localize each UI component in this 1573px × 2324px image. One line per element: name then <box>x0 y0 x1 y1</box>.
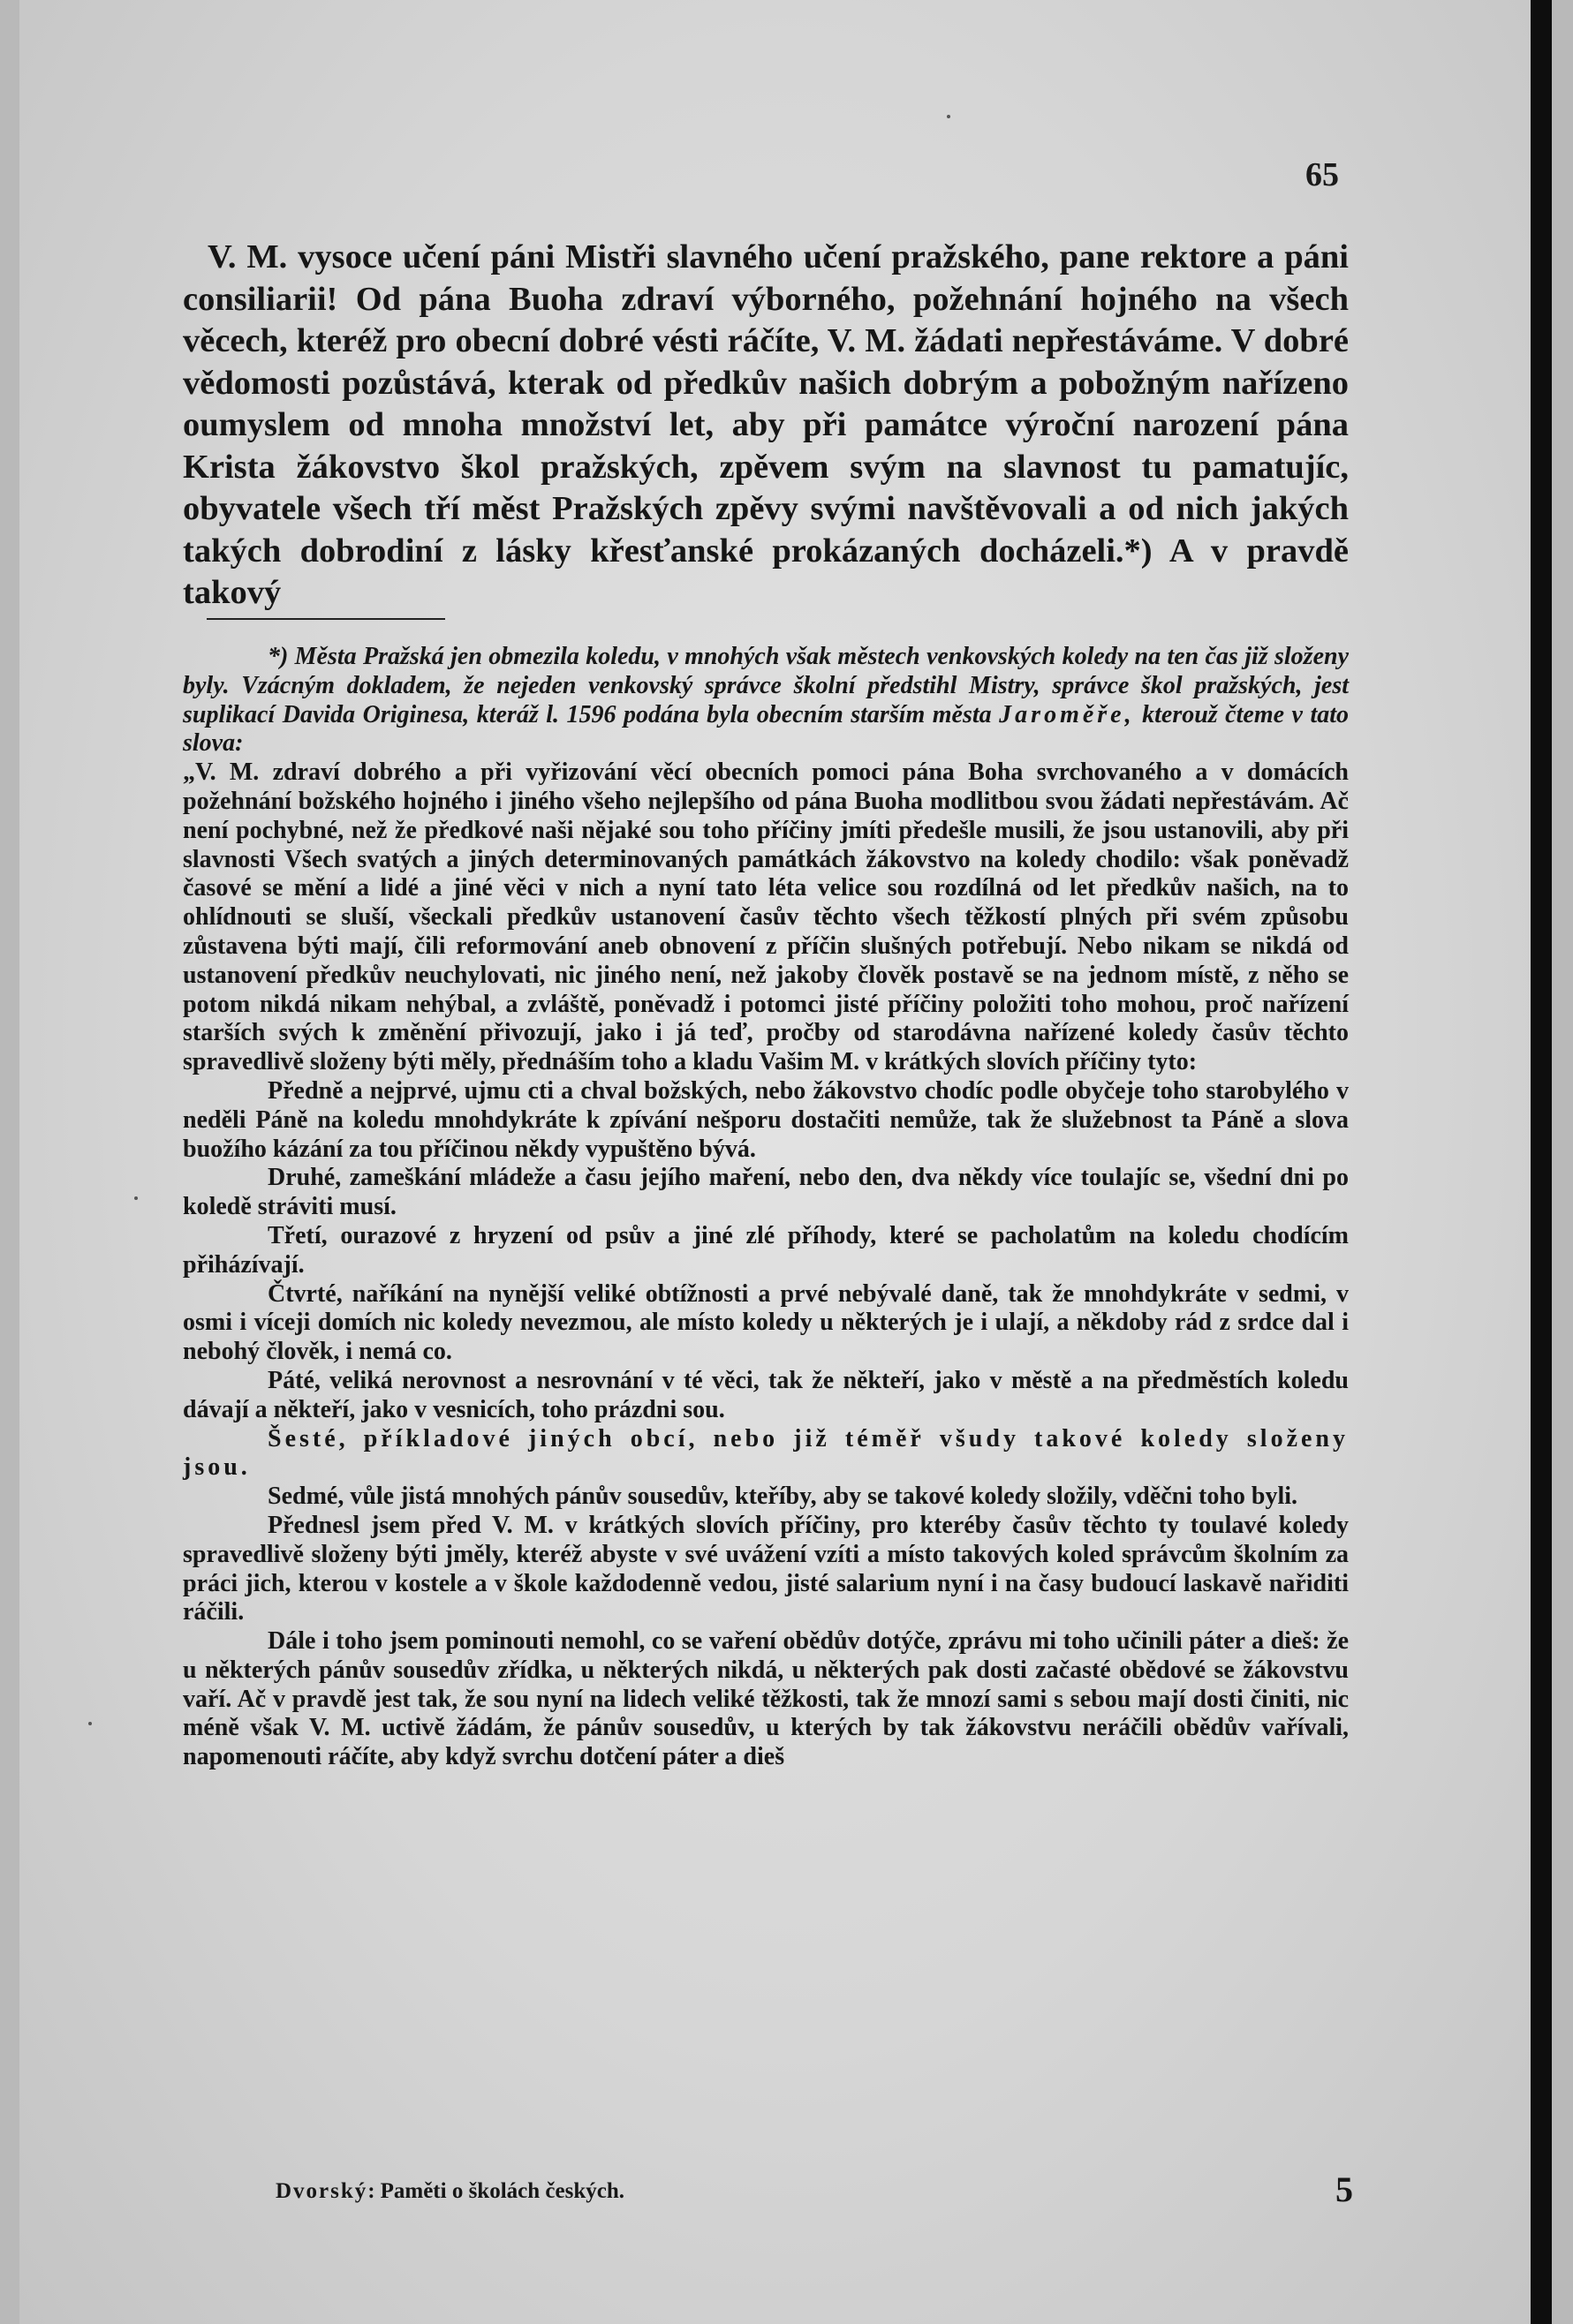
reason-second: Druhé, zameškání mládeže a času jejího maření, nebo den, dva někdy více toulajíc se, všední dni po koledě stráviti musí. <box>183 1164 1349 1221</box>
city-name: Jaroměře, <box>999 700 1135 728</box>
reason-first: Předně a nejprvé, ujmu cti a chval božských, nebo žákovstvo chodíc podle obyčeje toho starobylého v neděli Páně na koledu mnohdykráte k zpívání nešporu dostačiti nemůže, tak že služebnost ta Páně a slova buožího kázání za tou příčinou někdy vypuštěno bývá. <box>183 1076 1349 1163</box>
page-number: 65 <box>1305 156 1339 193</box>
scanned-page <box>19 0 1552 2324</box>
print-speck <box>134 1196 138 1200</box>
petition-paragraph: „V. M. zdraví dobrého a při vyřizování věcí obecních pomoci pána Boha svrchovaného a v domácích požehnání božského hojného i jiného všeho nejlepšího od pána Buoha modlitbou svou žádati nepřestávám. Ač není pochybné, než že předkové naši nějaké sou toho příčiny jmíti předešle musili, že jsou ustanovili, aby při slavnosti Všech svatých a jiných determinovaných památkách žákovstvo na koledy chodilo: však poněvadž časové se mění a lidé a jiné věci v nich a nyní tato léta velice sou rozdílná od let předkův našich, na to ohlídnouti se sluší, všeckali předkův ustanovení časův těchto všech těžkostí plných při svém způsobu zůstavena býti mají, čili reformování aneb obnovení z příčin slušných potřebují. Nebo nikam se nikdá od ustanovení předkův neuchylovati, nic jiného není, než jakoby člověk postavě se na jednom místě, z něho se potom nikdá nikam nehýbal, a zvláště, poněvadž i potomci jisté příčiny položiti toho mohou, proč nařízení starších svých k změnění přivozují, jako i já teď, pročby od starodávna nařízené koledy časův těchto spravedlivě složeny býti měly, přednáším toho a kladu Vašim M. v krátkých slovích příčiny tyto: <box>183 758 1349 1076</box>
reason-fourth: Čtvrté, naříkání na nynější veliké obtížnosti a prvé nebývalé daně, tak že mnohdykráte v sedmi, v osmi i víceji domích nic koledy nevezmou, ale místo koledy u některých je i ulají, a někdoby rád z srdce dal i nebohý člověk, i nemá co. <box>183 1279 1349 1366</box>
main-paragraph: V. M. vysoce učení páni Mistři slavného učení pražského, pane rektore a páni consiliarii! Od pána Buoha zdraví výborného, požehnání hojného na všech věcech, kteréž pro obecní dobré vésti ráčíte, V. M. žádati nepřestáváme. V dobré vědomosti pozůstává, kterak od předkův našich dobrým a pobožným nařízeno oumyslem od mnoha množství let, aby při památce výroční narození pána Krista žákovstvo škol pražských, zpěvem svým na slavnost tu pamatujíc, obyvatele všech tří měst Pražských zpěvy svými navštěvovali a od nich jakých takých dobrodiní z lásky křesťanské prokázaných docházeli.*) A v pravdě takový <box>183 238 1349 611</box>
meals-paragraph: Dále i toho jsem pominouti nemohl, co se vaření obědův dotýče, zprávu mi toho učinili páter a dieš: že u některých pánův sousedův zřídka, u některých nikdá, u některých pak dosti začasté obědové se žákovstvu vaří. Ač v pravdě jest tak, že sou nyní na lidech veliké těžkosti, tak že mnozí sami s sebou mají dosti činiti, nic méně však V. M. uctivě žádám, že pánův sousedův, u kterých by tak žákovstvu neráčili obědův vařívali, napomenouti ráčíte, aby když svrchu dotčení páter a dieš <box>183 1627 1349 1771</box>
footnote <box>183 643 1349 1772</box>
book-spine-edge <box>1531 0 1552 2324</box>
footnote-intro: *) Města Pražská jen obmezila koledu, v mnohých však městech venkovských koledy na ten čas již složeny byly. Vzácným dokladem, že nejeden venkovský správce školní předstihl Mistry, správce škol pražských, jest suplikací Davida Originesa, kteráž l. 1596 podána byla obecním starším města Jaroměře, kterouž čteme v tato slova: <box>183 643 1350 758</box>
conclusion-paragraph: Přednesl jsem před V. M. v krátkých slovích příčiny, pro kteréby časův těchto ty toulavé koledy spravedlivě složeny býti jměly, kteréž abyste v své uvážení vzíti a místo takových koled správcům školním za práci jich, kterou v kostele a v škole každodenně vedou, jisté salarium nyní i na časy budoucí laskavě nařiditi ráčili. <box>183 1511 1349 1626</box>
print-speck <box>947 115 950 118</box>
footnote-rule <box>207 618 445 620</box>
reason-seventh: Sedmé, vůle jistá mnohých pánův sousedův, kteříby, aby se takové koledy složily, vděčni toho byli. <box>268 1483 1298 1511</box>
page-footer <box>276 2169 1353 2209</box>
reason-fifth: Páté, veliká nerovnost a nesrovnání v té věci, tak že někteří, jako v městě a na předměstích koledu dávají a někteří, jako v vesnicích, toho prázdni sou. <box>183 1366 1349 1423</box>
reason-sixth: Šesté, příkladové jiných obcí, nebo již téměř všudy takové koledy složeny jsou. <box>183 1424 1349 1482</box>
print-speck <box>88 1722 92 1725</box>
reason-third: Třetí, ourazové z hryzení od psův a jiné zlé příhody, které se pacholatům na koledu chodícím přiházívají. <box>183 1221 1349 1279</box>
footer-author: Dvorský: <box>276 2179 377 2203</box>
signature-mark: 5 <box>1335 2169 1353 2209</box>
footer-book-title: Paměti o školách českých. <box>380 2179 624 2203</box>
